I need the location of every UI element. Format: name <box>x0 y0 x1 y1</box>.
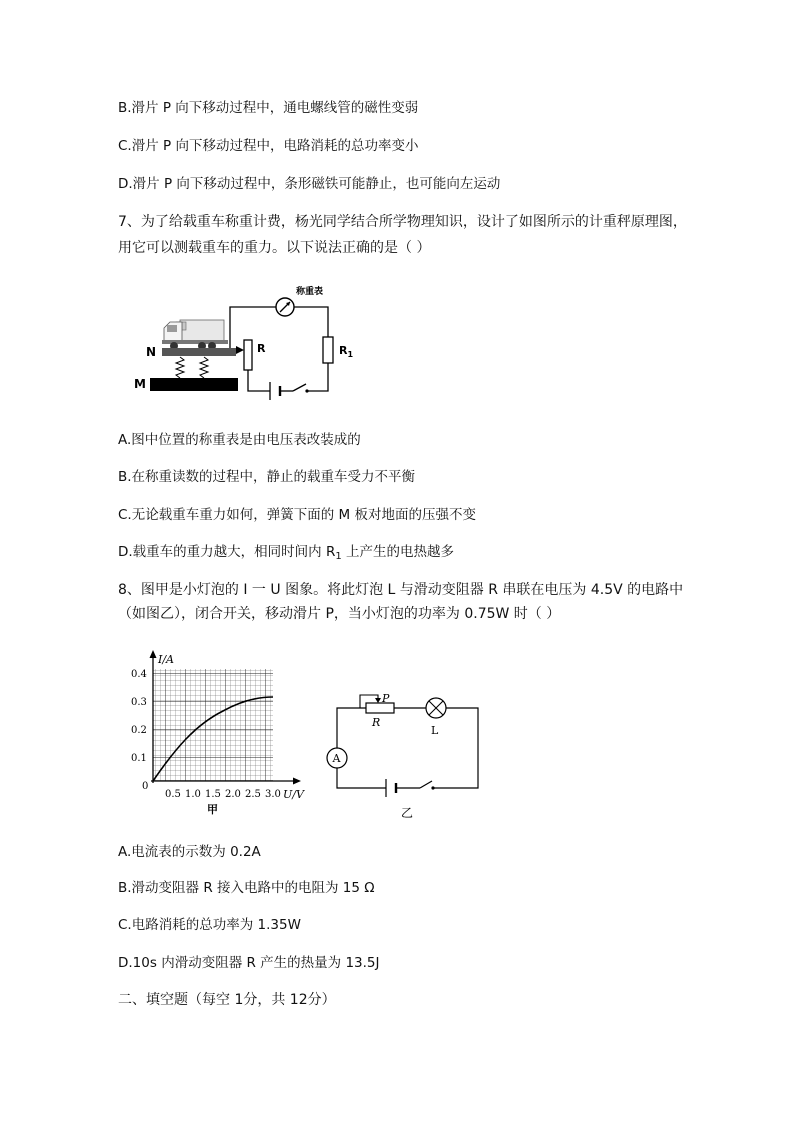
q8-option-a: A.电流表的示数为 0.2A <box>118 844 261 860</box>
y-tick-label: 0.2 <box>131 725 147 736</box>
q8-iu-graph <box>125 645 315 820</box>
q7-option-d: D.载重车的重力越大，相同时间内 $R_1$ 上产生的电热越多 <box>118 544 455 562</box>
origin-label: 0 <box>142 781 149 792</box>
rheostat-label: R <box>372 716 381 729</box>
x-tick-label: 0.5 <box>165 789 181 800</box>
q6-option-d: D.滑片 P 向下移动过程中，条形磁铁可能静止，也可能向左运动 <box>118 176 501 192</box>
q7-option-b: B.在称重读数的过程中，静止的载重车受力不平衡 <box>118 469 416 485</box>
rheostat-icon <box>366 703 394 713</box>
x-tick-label: 1.0 <box>185 789 201 800</box>
x-tick-label: 2.5 <box>245 789 261 800</box>
resistor-r1-sub: 1 <box>347 350 354 359</box>
q8-option-c: C.电路消耗的总功率为 1.35W <box>118 917 301 933</box>
svg-text:R1 <box>339 344 353 359</box>
y-tick-label: 0.1 <box>131 753 147 764</box>
truck-icon <box>162 320 228 350</box>
resistor-r1-icon <box>323 337 333 363</box>
q6-option-c: C.滑片 P 向下移动过程中，电路消耗的总功率变小 <box>118 138 419 154</box>
plate-m <box>150 378 238 391</box>
plate-n <box>162 348 236 356</box>
y-axis-label: I/A <box>158 653 174 666</box>
graph-caption: 甲 <box>207 803 218 816</box>
plate-m-label: M <box>134 377 146 391</box>
weighing-meter-label: 称重表 <box>296 287 324 297</box>
slider-label: P <box>382 692 390 705</box>
q8-option-b: B.滑动变阻器 R 接入电路中的电阻为 15 Ω <box>118 880 375 896</box>
resistor-r1-label: R <box>339 344 348 357</box>
q8-stem-line1: 8、图甲是小灯泡的 I 一 U 图象。将此灯泡 L 与滑动变阻器 R 串联在电压为 4.5V 的电路中 <box>118 582 684 598</box>
x-axis-label: U/V <box>283 788 304 801</box>
q6-option-b: B.滑片 P 向下移动过程中，通电螺线管的磁性变弱 <box>118 100 419 116</box>
q7-weighing-circuit-figure <box>134 280 354 405</box>
y-tick-label: 0.4 <box>131 669 147 680</box>
circuit-caption: 乙 <box>401 806 414 820</box>
lamp-label: L <box>431 724 439 737</box>
resistor-r-label: R <box>257 342 266 355</box>
q8-series-circuit <box>320 690 490 825</box>
plate-n-label: N <box>146 345 157 359</box>
spring-right-icon <box>200 357 208 378</box>
x-tick-label: 2.0 <box>225 789 241 800</box>
x-tick-label: 1.5 <box>205 789 221 800</box>
q7-option-c: C.无论载重车重力如何，弹簧下面的 M 板对地面的压强不变 <box>118 507 476 523</box>
q8-stem-line2: （如图乙），闭合开关，移动滑片 P，当小灯泡的功率为 0.75W 时（ ） <box>118 606 561 622</box>
y-tick-label: 0.3 <box>131 697 147 708</box>
q7-stem-line1: 7、为了给载重车称重计费，杨光同学结合所学物理知识，设计了如图所示的计重秤原理图， <box>118 214 687 230</box>
q7-stem-line2: 用它可以测载重车的重力。以下说法正确的是（ ） <box>118 240 431 256</box>
variable-resistor-icon <box>244 340 252 370</box>
section-2-title: 二、填空题（每空 1分，共 12分） <box>118 992 336 1008</box>
spring-left-icon <box>176 357 184 378</box>
ammeter-label: A <box>332 752 341 765</box>
x-tick-label: 3.0 <box>265 789 281 800</box>
q7-option-a: A.图中位置的称重表是由电压表改装成的 <box>118 432 361 448</box>
q8-option-d: D.10s 内滑动变阻器 R 产生的热量为 13.5J <box>118 955 380 971</box>
